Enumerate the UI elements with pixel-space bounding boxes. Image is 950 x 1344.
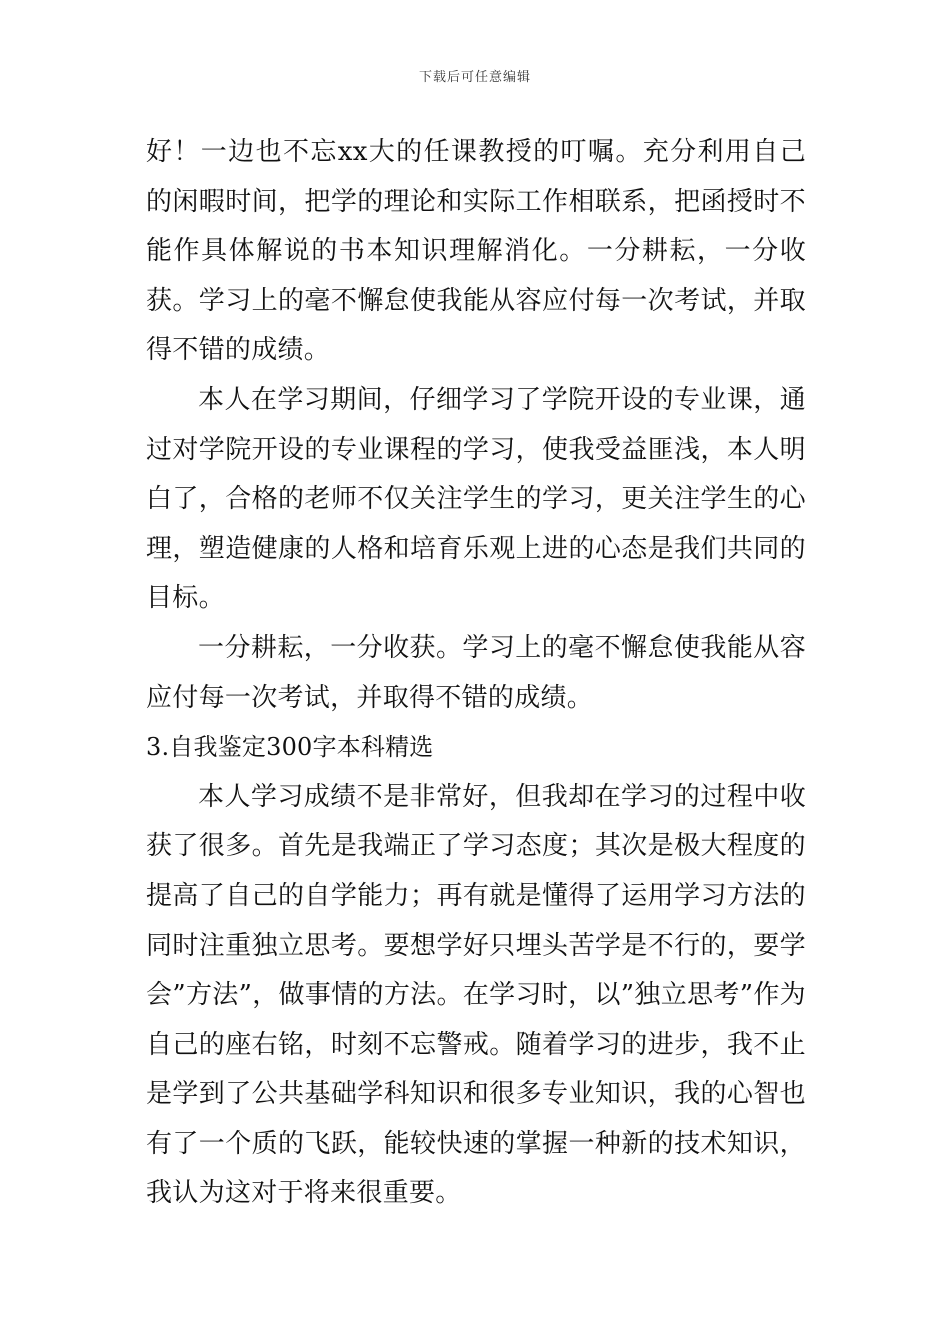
paragraph-self-assessment: 本人学习成绩不是非常好，但我却在学习的过程中收获了很多。首先是我端正了学习态度；其次是极大程度的提高了自己的自学能力；再有就是懂得了运用学习方法的同时注重独立思考。要想学好只埋头苦学是不行的，要学会”方法”，做事情的方法。在学习时，以”独立思考”作为自己的座右铭，时刻不忘警戒。随着学习的进步，我不止是学到了公共基础学科知识和很多专业知识，我的心智也有了一个质的飞跃，能较快速的掌握一种新的技术知识，我认为这对于将来很重要。: [146, 781, 806, 1209]
paragraph-study-period: 本人在学习期间，仔细学习了学院开设的专业课，通过对学院开设的专业课程的学习，使我受益匪浅，本人明白了，合格的老师不仅关注学生的学习，更关注学生的心理，塑造健康的人格和培育乐观上进的心态是我们共同的目标。: [146, 384, 806, 614]
paragraph-continued: 好！一边也不忘xx大的任课教授的叮嘱。充分利用自己的闲暇时间，把学的理论和实际工作相联系，把函授时不能作具体解说的书本知识理解消化。一分耕耘，一分收获。学习上的毫不懈怠使我能从容应付每一次考试，并取得不错的成绩。: [146, 137, 806, 366]
page-header: 下载后可任意编辑: [418, 70, 531, 85]
document-body: [146, 128, 806, 1219]
paragraph-effort: 一分耕耘，一分收获。学习上的毫不懈怠使我能从容应付每一次考试，并取得不错的成绩。: [146, 632, 806, 713]
section-heading: 3.自我鉴定300字本科精选: [146, 733, 434, 762]
